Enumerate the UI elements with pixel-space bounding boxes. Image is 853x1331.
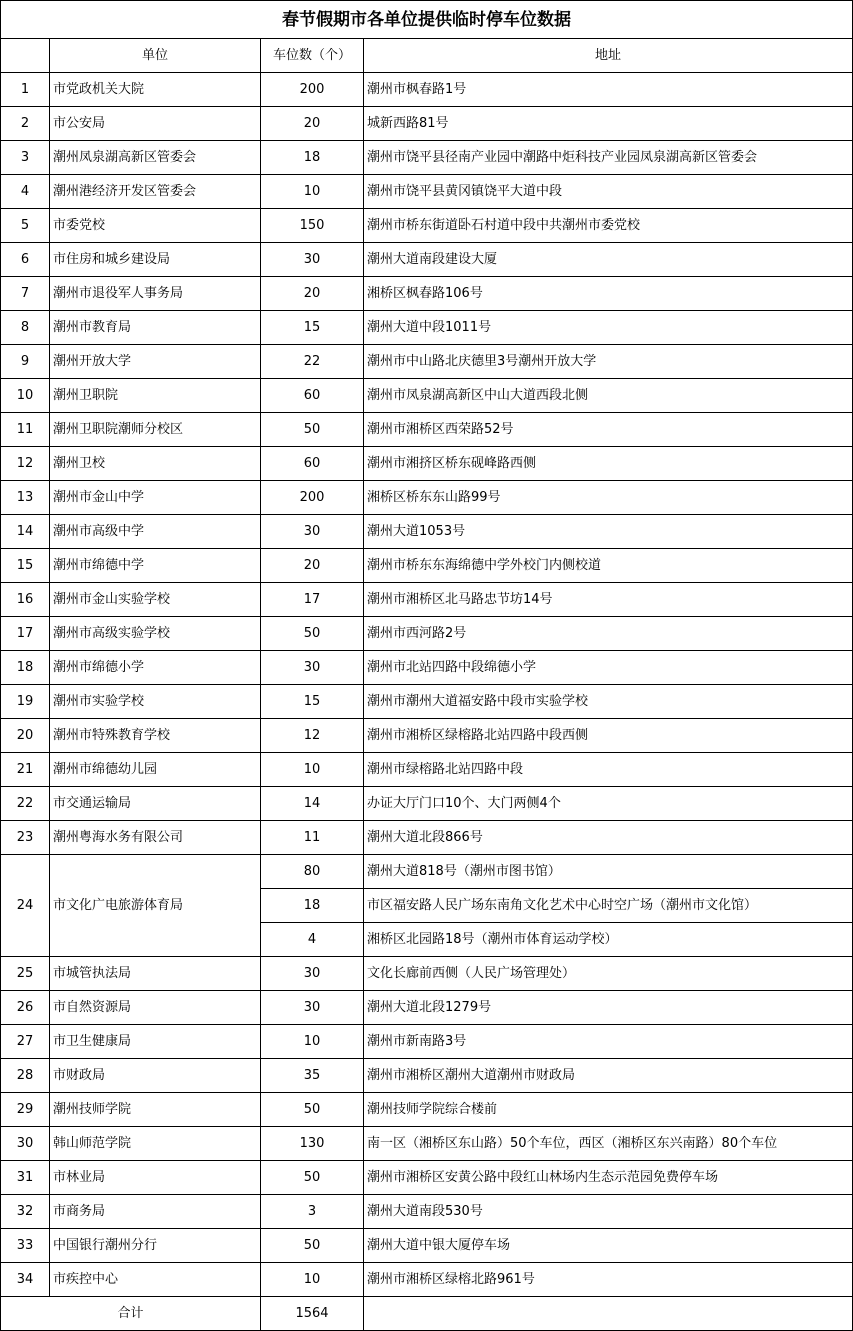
row-number: 25: [1, 957, 50, 991]
row-number: 21: [1, 753, 50, 787]
unit-name: 潮州市绵德幼儿园: [50, 753, 261, 787]
unit-name: 韩山师范学院: [50, 1127, 261, 1161]
row-number: 20: [1, 719, 50, 753]
row-number: 17: [1, 617, 50, 651]
address: 潮州大道818号（潮州市图书馆）: [364, 855, 853, 889]
space-count: 30: [261, 651, 364, 685]
space-count: 10: [261, 1025, 364, 1059]
table-row: [1, 345, 853, 379]
address: 潮州大道中段1011号: [364, 311, 853, 345]
space-count: 11: [261, 821, 364, 855]
space-count: 10: [261, 753, 364, 787]
space-count: 80: [261, 855, 364, 889]
header-count: 车位数（个）: [261, 39, 364, 73]
row-number: 5: [1, 209, 50, 243]
space-count: 12: [261, 719, 364, 753]
title-row: [1, 1, 853, 39]
unit-name: 市委党校: [50, 209, 261, 243]
unit-name: 市文化广电旅游体育局: [50, 855, 261, 957]
row-number: 9: [1, 345, 50, 379]
unit-name: 潮州技师学院: [50, 1093, 261, 1127]
address: 潮州大道南段530号: [364, 1195, 853, 1229]
unit-name: 市财政局: [50, 1059, 261, 1093]
unit-name: 潮州市高级中学: [50, 515, 261, 549]
address: 潮州大道北段866号: [364, 821, 853, 855]
table-title: 春节假期市各单位提供临时停车位数据: [1, 1, 853, 39]
unit-name: 市卫生健康局: [50, 1025, 261, 1059]
address: 潮州技师学院综合楼前: [364, 1093, 853, 1127]
row-number: 16: [1, 583, 50, 617]
space-count: 30: [261, 957, 364, 991]
address: 潮州市枫春路1号: [364, 73, 853, 107]
space-count: 4: [261, 923, 364, 957]
space-count: 30: [261, 515, 364, 549]
table-row: [1, 1161, 853, 1195]
space-count: 22: [261, 345, 364, 379]
address: 潮州大道南段建设大厦: [364, 243, 853, 277]
header-no: [1, 39, 50, 73]
row-number: 24: [1, 855, 50, 957]
address: 潮州大道1053号: [364, 515, 853, 549]
unit-name: 市交通运输局: [50, 787, 261, 821]
space-count: 14: [261, 787, 364, 821]
unit-name: 中国银行潮州分行: [50, 1229, 261, 1263]
space-count: 50: [261, 1229, 364, 1263]
row-number: 18: [1, 651, 50, 685]
address: 潮州市湘桥区绿榕路北站四路中段西侧: [364, 719, 853, 753]
address: 潮州市潮州大道福安路中段市实验学校: [364, 685, 853, 719]
address: 潮州市北站四路中段绵德小学: [364, 651, 853, 685]
address: 潮州市新南路3号: [364, 1025, 853, 1059]
unit-name: 潮州卫职院潮师分校区: [50, 413, 261, 447]
space-count: 20: [261, 107, 364, 141]
space-count: 200: [261, 481, 364, 515]
table-row: [1, 447, 853, 481]
space-count: 10: [261, 1263, 364, 1297]
table-row: [1, 175, 853, 209]
table-row: [1, 413, 853, 447]
space-count: 50: [261, 617, 364, 651]
unit-name: 潮州市实验学校: [50, 685, 261, 719]
address: 潮州市湘桥区安黄公路中段红山林场内生态示范园免费停车场: [364, 1161, 853, 1195]
address: 文化长廊前西侧（人民广场管理处）: [364, 957, 853, 991]
unit-name: 市自然资源局: [50, 991, 261, 1025]
space-count: 50: [261, 1161, 364, 1195]
address: 南一区（湘桥区东山路）50个车位，西区（湘桥区东兴南路）80个车位: [364, 1127, 853, 1161]
unit-name: 市疾控中心: [50, 1263, 261, 1297]
unit-name: 潮州市金山中学: [50, 481, 261, 515]
table-row: [1, 651, 853, 685]
table-row: [1, 957, 853, 991]
row-number: 31: [1, 1161, 50, 1195]
space-count: 10: [261, 175, 364, 209]
address: 湘桥区桥东东山路99号: [364, 481, 853, 515]
space-count: 130: [261, 1127, 364, 1161]
table-row: [1, 481, 853, 515]
address: 潮州市凤泉湖高新区中山大道西段北侧: [364, 379, 853, 413]
space-count: 60: [261, 379, 364, 413]
table-row: [1, 855, 853, 889]
table-row: [1, 209, 853, 243]
table-row: [1, 277, 853, 311]
row-number: 7: [1, 277, 50, 311]
address: 潮州市中山路北庆德里3号潮州开放大学: [364, 345, 853, 379]
unit-name: 市住房和城乡建设局: [50, 243, 261, 277]
space-count: 20: [261, 549, 364, 583]
table-row: [1, 821, 853, 855]
unit-name: 潮州凤泉湖高新区管委会: [50, 141, 261, 175]
space-count: 18: [261, 141, 364, 175]
total-row: [1, 1297, 853, 1331]
table-row: [1, 1229, 853, 1263]
table-row: [1, 141, 853, 175]
space-count: 15: [261, 685, 364, 719]
address: 市区福安路人民广场东南角文化艺术中心时空广场（潮州市文化馆）: [364, 889, 853, 923]
space-count: 20: [261, 277, 364, 311]
row-number: 14: [1, 515, 50, 549]
table-row: [1, 107, 853, 141]
unit-name: 潮州市退役军人事务局: [50, 277, 261, 311]
space-count: 17: [261, 583, 364, 617]
row-number: 2: [1, 107, 50, 141]
space-count: 50: [261, 413, 364, 447]
unit-name: 潮州卫校: [50, 447, 261, 481]
total-address: [364, 1297, 853, 1331]
unit-name: 市党政机关大院: [50, 73, 261, 107]
unit-name: 市城管执法局: [50, 957, 261, 991]
unit-name: 潮州开放大学: [50, 345, 261, 379]
space-count: 15: [261, 311, 364, 345]
table-row: [1, 617, 853, 651]
space-count: 60: [261, 447, 364, 481]
table-row: [1, 685, 853, 719]
table-row: [1, 1059, 853, 1093]
header-row: [1, 39, 853, 73]
unit-name: 潮州市绵德中学: [50, 549, 261, 583]
address: 湘桥区北园路18号（潮州市体育运动学校）: [364, 923, 853, 957]
table-row: [1, 1127, 853, 1161]
address: 潮州市湘桥区潮州大道潮州市财政局: [364, 1059, 853, 1093]
header-address: 地址: [364, 39, 853, 73]
table-row: [1, 583, 853, 617]
row-number: 34: [1, 1263, 50, 1297]
address: 潮州市桥东街道卧石村道中段中共潮州市委党校: [364, 209, 853, 243]
unit-name: 潮州市高级实验学校: [50, 617, 261, 651]
row-number: 29: [1, 1093, 50, 1127]
unit-name: 潮州卫职院: [50, 379, 261, 413]
row-number: 27: [1, 1025, 50, 1059]
address: 潮州市饶平县径南产业园中潮路中炬科技产业园凤泉湖高新区管委会: [364, 141, 853, 175]
table-row: [1, 515, 853, 549]
address: 潮州市湘桥区绿榕北路961号: [364, 1263, 853, 1297]
row-number: 13: [1, 481, 50, 515]
row-number: 10: [1, 379, 50, 413]
address: 潮州市湘桥区北马路忠节坊14号: [364, 583, 853, 617]
address: 潮州市西河路2号: [364, 617, 853, 651]
unit-name: 潮州市绵德小学: [50, 651, 261, 685]
table-row: [1, 1195, 853, 1229]
row-number: 28: [1, 1059, 50, 1093]
table-row: [1, 1025, 853, 1059]
row-number: 12: [1, 447, 50, 481]
row-number: 23: [1, 821, 50, 855]
row-number: 8: [1, 311, 50, 345]
row-number: 33: [1, 1229, 50, 1263]
table-row: [1, 787, 853, 821]
space-count: 3: [261, 1195, 364, 1229]
row-number: 3: [1, 141, 50, 175]
address: 潮州市饶平县黄冈镇饶平大道中段: [364, 175, 853, 209]
table-row: [1, 73, 853, 107]
table-row: [1, 991, 853, 1025]
table-row: [1, 1263, 853, 1297]
space-count: 18: [261, 889, 364, 923]
address: 城新西路81号: [364, 107, 853, 141]
table-row: [1, 719, 853, 753]
address: 潮州市绿榕路北站四路中段: [364, 753, 853, 787]
address: 潮州大道北段1279号: [364, 991, 853, 1025]
table-row: [1, 753, 853, 787]
unit-name: 市公安局: [50, 107, 261, 141]
table-row: [1, 311, 853, 345]
row-number: 26: [1, 991, 50, 1025]
space-count: 30: [261, 243, 364, 277]
header-unit: 单位: [50, 39, 261, 73]
row-number: 19: [1, 685, 50, 719]
unit-name: 潮州市特殊教育学校: [50, 719, 261, 753]
row-number: 32: [1, 1195, 50, 1229]
total-count: 1564: [261, 1297, 364, 1331]
address: 潮州大道中银大厦停车场: [364, 1229, 853, 1263]
row-number: 22: [1, 787, 50, 821]
table-row: [1, 379, 853, 413]
table-row: [1, 549, 853, 583]
unit-name: 市商务局: [50, 1195, 261, 1229]
row-number: 30: [1, 1127, 50, 1161]
space-count: 200: [261, 73, 364, 107]
total-label: 合计: [1, 1297, 261, 1331]
row-number: 15: [1, 549, 50, 583]
space-count: 30: [261, 991, 364, 1025]
address: 潮州市湘挤区桥东砚峰路西侧: [364, 447, 853, 481]
address: 湘桥区枫春路106号: [364, 277, 853, 311]
table-row: [1, 243, 853, 277]
row-number: 11: [1, 413, 50, 447]
unit-name: 市林业局: [50, 1161, 261, 1195]
row-number: 1: [1, 73, 50, 107]
unit-name: 潮州市金山实验学校: [50, 583, 261, 617]
unit-name: 潮州港经济开发区管委会: [50, 175, 261, 209]
row-number: 6: [1, 243, 50, 277]
unit-name: 潮州粤海水务有限公司: [50, 821, 261, 855]
space-count: 150: [261, 209, 364, 243]
space-count: 50: [261, 1093, 364, 1127]
address: 潮州市湘桥区西荣路52号: [364, 413, 853, 447]
space-count: 35: [261, 1059, 364, 1093]
table-row: [1, 1093, 853, 1127]
row-number: 4: [1, 175, 50, 209]
unit-name: 潮州市教育局: [50, 311, 261, 345]
address: 办证大厅门口10个、大门两侧4个: [364, 787, 853, 821]
address: 潮州市桥东东海绵德中学外校门内侧校道: [364, 549, 853, 583]
